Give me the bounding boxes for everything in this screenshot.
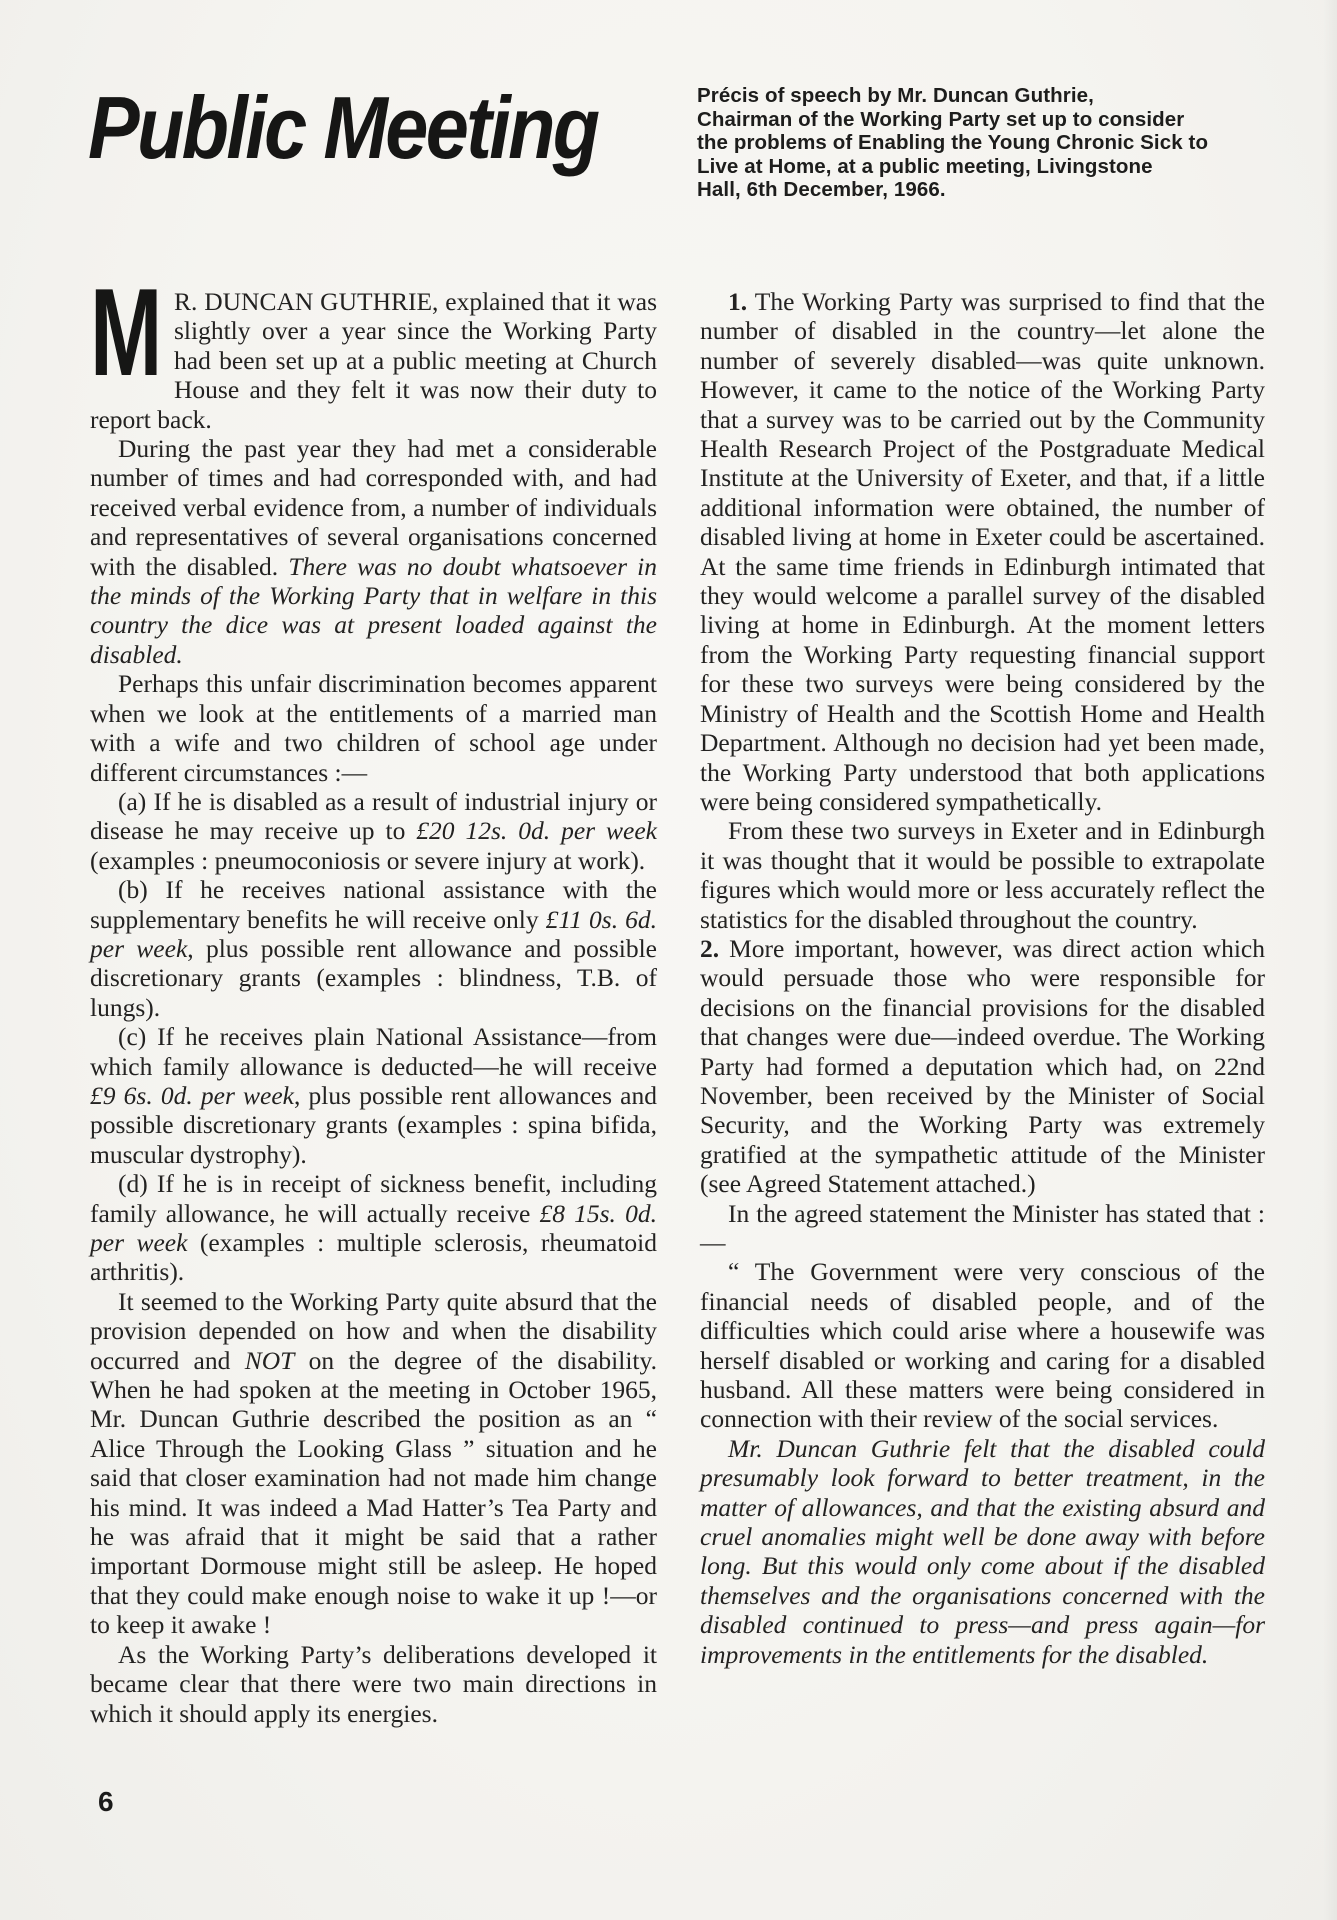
paragraph: [90, 669, 657, 787]
page-edge-shade: [1323, 0, 1337, 1920]
paragraph: [700, 816, 1265, 934]
bold-text-run: 2.: [700, 933, 720, 963]
right-column: [700, 287, 1265, 1669]
text-run: As the Working Party’s deliberations developed it became clear that there were two main directions in which it should apply its energies.: [90, 1639, 657, 1728]
dropcap-letter: M: [90, 264, 163, 402]
paragraph: [90, 1287, 657, 1640]
text-run: More important, however, was direct action which would persuade those who were responsible for decisions on the financial provisions for the disabled that changes were due—indeed overdue. The Working Party had formed a deputation which had, on 22nd November, been received by the Minister of Social Security, and the Working Party was extremely gratified at the sympathetic attitude of the Minister (see Agreed Statement attached.): [700, 933, 1265, 1199]
paragraph: [90, 1640, 657, 1728]
text-run: From these two surveys in Exeter and in Edinburgh it was thought that it would be possible to extrapolate figures which would more or less accurately reflect the statistics for the disabled throughout the country.: [700, 816, 1265, 934]
text-run: (examples : pneumoconiosis or severe injury at work).: [90, 845, 646, 875]
precis-line: Hall, 6th December, 1966.: [697, 178, 946, 201]
text-run: During the past year they had met a considerable number of times and had corresponded with, and had received verbal evidence from, a number of individuals and representatives of several organisations concerned with the disabled.: [90, 434, 657, 581]
text-run: The Working Party was surprised to find that the number of disabled in the country—let alone the number of severely disabled—was quite unknown. However, it came to the notice of the Working Party that a survey was to be carried out by the Community Health Research Project of the Postgraduate Medical Institute at the University of Exeter, and that, if a little additional information were obtained, the number of disabled living at home in Exeter could be ascertained. At the same time friends in Edinburgh intimated that they would welcome a parallel survey of the disabled living at home in Edinburgh. At the moment letters from the Working Party requesting financial support for these two surveys were being considered by the Ministry of Health and the Scottish Home and Health Department. Although no decision had yet been made, the Working Party understood that both applications were being considered sympathetically.: [700, 287, 1265, 816]
italic-text-run: £20 12s. 0d. per week: [416, 816, 657, 846]
text-run: In the agreed statement the Minister has stated that :—: [700, 1198, 1265, 1257]
italic-text-run: £11 0s. 6d. per week: [90, 904, 657, 963]
paragraph: [700, 934, 1265, 1199]
italic-text-run: There was no doubt whatsoever in the minds of the Working Party that in welfare in this country the dice was at present loaded against the disabled.: [90, 551, 658, 669]
text-run: R. DUNCAN GUTHRIE, explained that it was slightly over a year since the Working Party had been set up at a public meeting at Church House and they felt it was now their duty to report back.: [90, 287, 657, 434]
precis-line: Chairman of the Working Party set up to consider: [697, 107, 1185, 131]
text-run: on the degree of the disability. When he had spoken at the meeting in October 1965, Mr. Duncan Guthrie described the position as an “ Alice Through the Looking Glass ” situation and he said that closer examination had not made him change his mind. It was indeed a Mad Hatter’s Tea Party and he was afraid that it might be said that a rather important Dormouse might still be asleep. He hoped that they could make enough noise to wake it up !—or to keep it awake !: [90, 1345, 657, 1640]
paragraph: [90, 787, 657, 875]
paragraph: [700, 287, 1265, 816]
text-run: (b) If he receives national assistance with the supplementary benefits he will receive only: [90, 875, 657, 934]
paragraph: [90, 1022, 657, 1169]
text-run: (d) If he is in receipt of sickness benefit, including family allowance, he will actually receive: [90, 1169, 657, 1228]
paragraph: [90, 434, 657, 669]
text-run: (a) If he is disabled as a result of industrial injury or disease he may receive up to: [90, 786, 657, 846]
text-run: (c) If he receives plain National Assistance—from which family allowance is deducted—he will receive: [90, 1022, 657, 1081]
bold-text-run: 1.: [728, 287, 748, 316]
paragraph: [700, 1199, 1265, 1258]
page-title: Public Meeting: [88, 78, 598, 177]
text-run: It seemed to the Working Party quite absurd that the provision depended on how and when the disability occurred and: [90, 1286, 657, 1375]
text-run: (examples : multiple sclerosis, rheumatoid arthritis).: [90, 1228, 657, 1287]
paragraph: [700, 1434, 1265, 1669]
text-run: Perhaps this unfair discrimination becomes apparent when we look at the entitlements of a married man with a wife and two children of school age under different circumstances :—: [90, 669, 657, 787]
left-column: [90, 264, 658, 1728]
page-number: 6: [98, 1786, 114, 1817]
precis-line: the problems of Enabling the Young Chronic Sick to: [697, 131, 1209, 154]
paragraph: [90, 875, 657, 1022]
italic-text-run: £9 6s. 0d. per week: [90, 1080, 294, 1110]
text-run: “ The Government were very conscious of the financial needs of disabled people, and of the difficulties which could arise where a housewife was herself disabled or working and caring for a disabled husband. All these matters were being considered in connection with their review of the social services.: [700, 1257, 1265, 1434]
italic-text-run: NOT: [244, 1345, 295, 1375]
paragraph: [90, 1169, 657, 1287]
text-run: , plus possible rent allowances and possible discretionary grants (examples : spina bifida, muscular dystrophy).: [90, 1080, 657, 1169]
paragraph: [90, 264, 657, 434]
italic-text-run: Mr. Duncan Guthrie felt that the disabled could presumably look forward to better treatment, in the matter of allowances, and that the existing absurd and cruel anomalies might well be done away with before long. But this would only come about if the disabled themselves and the organisations concerned with the disabled continued to press—and press again—for improvements in the entitlements for the disabled.: [700, 1433, 1265, 1669]
paragraph: [700, 1257, 1265, 1433]
text-run: , plus possible rent allowance and possible discretionary grants (examples : blindness, T.B. of lungs).: [90, 933, 657, 1022]
italic-text-run: £8 15s. 0d. per week: [90, 1198, 657, 1257]
precis-line: Précis of speech by Mr. Duncan Guthrie,: [697, 84, 1094, 107]
precis-block: [697, 84, 1257, 202]
precis-line: Live at Home, at a public meeting, Livingstone: [697, 154, 1153, 178]
